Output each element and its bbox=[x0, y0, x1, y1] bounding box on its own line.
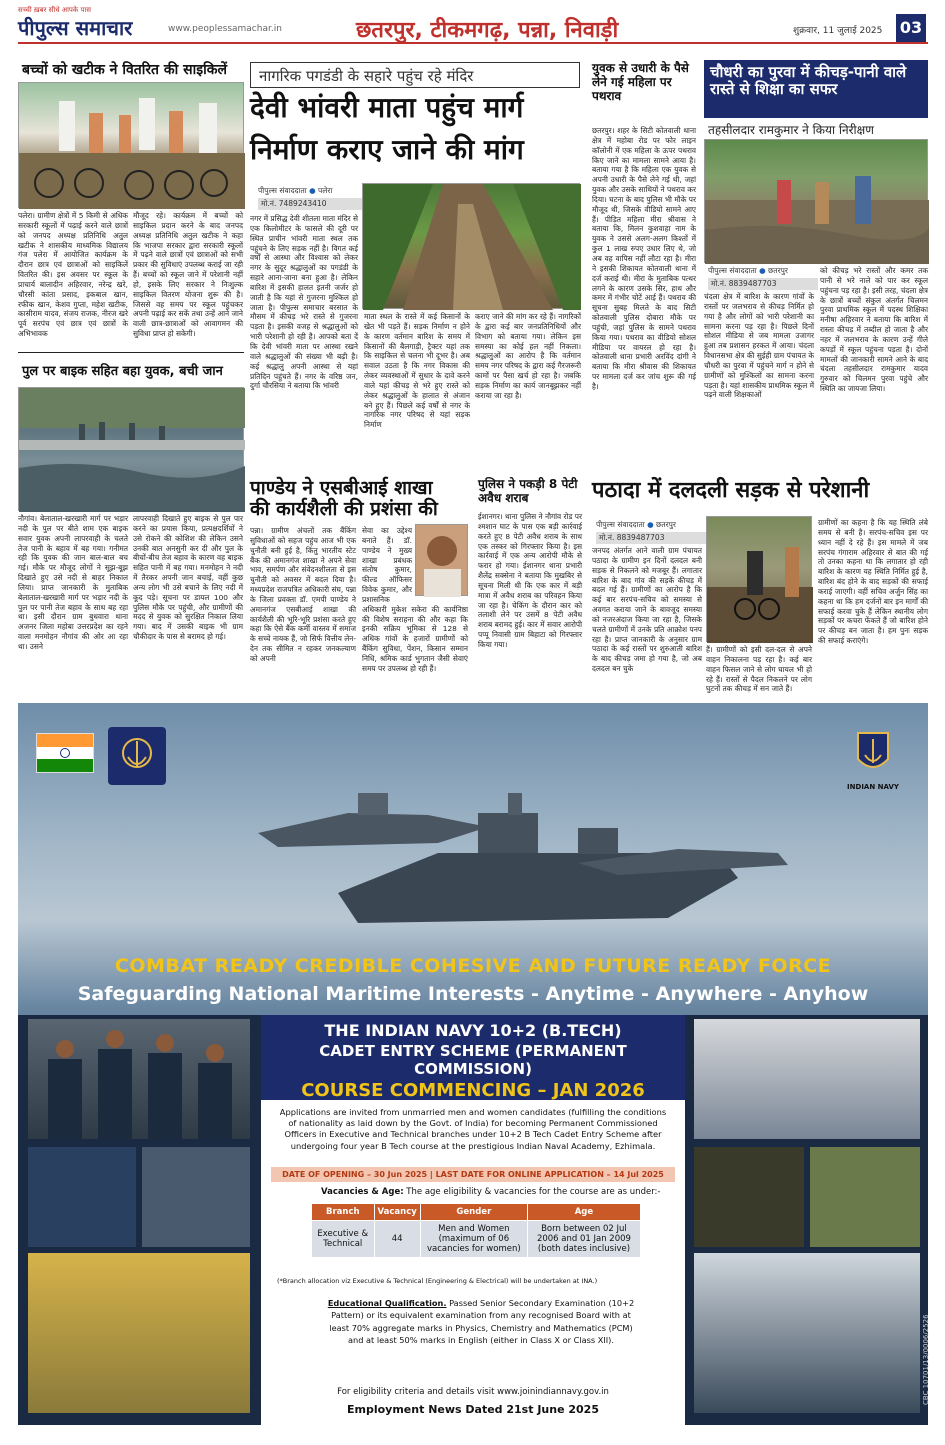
school-headline-box bbox=[704, 60, 928, 118]
loan-body: छतरपुर। शहर के सिटी कोतवाली थाना क्षेत्र में महोबा रोड पर फोर लाइन कॉलोनी में एक महिला के ऊपर पथराव किए जाने का मामला सामने आया है। बताया गया है कि महिला एक युवक से अपनी उधारी के पैसे लेने गई थी, जहां युवक और उसके साथियों ने पथराव कर दिया। घटना के बाद पुलिस भी मौके पर मौजूद थी, जिसके वीडियो सामने आए हैं। पीड़ित महिला मीरा श्रीवास ने बताया कि, मिलन कुशवाहा नाम के युवक ने उससे अलग-अलग किश्तों में कुल 1 लाख रुपए उधार लिए थे, जो अब वह वापिस नहीं लौटा रहा है। मीरा ने इसकी शिकायत कोतवाली थाना में दर्ज कराई थी। मीरा के मुताबिक पत्थर लगने के कारण उसके सिर, हाथ और कमर में गंभीर चोटें आई हैं। पथराव की सूचना सुबह मिलते के बाद सिटी कोतवाली पुलिस दोबारा मौके पर पहुंची, जहां पुलिस के सामने पथराव किया गया। पथराव का वीडियो सोशल मीडिया पर वायरल हो रहा है। कोतवाली थाना प्रभारी अरविंद दांगी ने बताया कि मीरा श्रीवास की शिकायत पर मामला दर्ज कर जांच शुरू की गई है। bbox=[592, 126, 696, 391]
people-with-bicycles-image bbox=[19, 83, 245, 209]
training-photo bbox=[810, 1147, 920, 1247]
vacancies-label: Vacancies & Age: bbox=[321, 1187, 404, 1197]
byline-place: छतरपुर bbox=[768, 266, 788, 275]
byline-name: पीपुल्स संवाददाता bbox=[708, 266, 757, 275]
visit-website[interactable]: For eligibility criteria and details visit www.joinindiannavy.gov.in bbox=[337, 1387, 609, 1397]
temple-kicker-box bbox=[250, 62, 580, 88]
newspaper-logo[interactable] bbox=[18, 6, 133, 41]
lab-photo-1 bbox=[28, 1147, 136, 1247]
temple-path-photo bbox=[362, 183, 580, 309]
indian-navy-advertisement[interactable] bbox=[18, 703, 928, 1425]
notice-intro: Applications are invited from unmarried men and women candidates (fulfilling the conditions of nationality as laid down by the Govt. of India) for becoming Permanent Commissioned Officers in Executive and Technical branches under 10+2 B Tech Cadet Entry Scheme after undergoing four year B Tech course at the prestigious Indian Naval Academy, Ezhimala. bbox=[279, 1107, 667, 1151]
pandey-headline-line1: पाण्डेय ने एसबीआई शाखा bbox=[250, 477, 433, 499]
byline-place: छतरपुर bbox=[656, 520, 676, 529]
portrait-spacer bbox=[412, 526, 468, 600]
cycles-photo bbox=[18, 82, 244, 208]
branch-footnote: (*Branch allocation viz Executive & Technical (Engineering & Electrical) will be undertaken at INA.) bbox=[277, 1277, 598, 1285]
education-text bbox=[321, 1297, 641, 1346]
vacancy-table bbox=[311, 1203, 641, 1258]
swamp-body-col3: ग्रामीणों का कहना है कि यह स्थिति लंबे समय से बनी है। सरपंच-सचिव इस पर ध्यान नहीं दे रहे हैं। इस मामले में जब सरपंच गंगाराम अहिरवार से बात की गई तो उनका कहना था कि लगातार हो रही बारिश के कारण यह स्थिति निर्मित हुई है, बारिश बंद होने के बाद सड़कों की सफाई कराई जाएगी। वहीं सचिव अर्जुन सिंह का कहना था कि हम दर्जनों बार इन मार्गों की सफाई करवा चुके हैं लेकिन स्थानीय लोग सड़कों पर कचरा फेंकते हैं जो बारिश होने पर कीचड़ बन जाता है। हम पुनः सड़क की सफाई कराएंगे। bbox=[818, 518, 928, 646]
notice-title-1: THE INDIAN NAVY 10+2 (B.TECH) bbox=[324, 1021, 622, 1040]
navy-slogan-2: Safeguarding National Maritime Interests - Anytime - Anywhere - Anyhow bbox=[77, 983, 869, 1005]
td-gender: Men and Women (maximum of 06 vacancies for women) bbox=[420, 1221, 527, 1258]
education-body: Passed Senior Secondary Examination (10+2 Pattern) or its equivalent examination from any recognised Board with at least 70% aggregate marks in Physics, Chemistry and Mathematics (PCM) and at least 50% marks in English (either in Class X or Class XII). bbox=[329, 1298, 635, 1345]
cbc-code: CBC 10701/13/0006/2526 bbox=[922, 1314, 930, 1405]
notice-title-3: COURSE COMMENCING – JAN 2026 bbox=[301, 1080, 645, 1101]
td-branch: Executive & Technical bbox=[312, 1221, 375, 1258]
logo-text: पीपुल्स समाचार bbox=[18, 16, 133, 40]
recruitment-notice[interactable] bbox=[261, 1015, 685, 1425]
horse-photo bbox=[694, 1147, 804, 1247]
temple-headline-line1: देवी भांवरी माता पहुंच मार्ग bbox=[250, 91, 524, 124]
employment-news: Employment News Dated 21st June 2025 bbox=[347, 1403, 599, 1416]
vacancies-text: The age eligibility & vacancies for the course are as under:- bbox=[403, 1187, 661, 1197]
temple-mobile: मो.नं. 7489243410 bbox=[258, 198, 368, 210]
temple-headline-line2: निर्माण कराए जाने की मांग bbox=[250, 133, 524, 166]
bridge-headline: पुल पर बाइक सहित बहा युवक, बची जान bbox=[22, 364, 223, 379]
navy-label: INDIAN NAVY bbox=[847, 783, 899, 791]
navy-slogan-1: COMBAT READY CREDIBLE COHESIVE AND FUTURE READY FORCE bbox=[114, 955, 832, 977]
byline-name: पीपुल्स संवाददाता bbox=[596, 520, 645, 529]
swamp-mobile: मो.नं. 8839487703 bbox=[596, 532, 706, 544]
recruitment-banner bbox=[261, 1015, 685, 1100]
school-body-col1: चंदला क्षेत्र में बारिश के कारण गांवों के रास्तों पर जलभराव से कीचड़ निर्मित हो गया है और लोगों को भारी परेशानी का सामना करना पड़ रहा है। पिछले दिनों सोशल मीडिया से जब मामला उजागर हुआ तब प्रशासन हरकत में आया। चंदला विधानसभा क्षेत्र की सुईही ग्राम पंचायत के चौधरी का पुरवा में पहुंचने मार्ग न होने से ग्रामीणों को मुश्किलों का सामना करना पड़ता है। यहां शासकीय प्राथमिक स्कूल में पढ़ने वाली शिक्षकाओं bbox=[704, 292, 814, 400]
pandey-body-col2-text: सेवा का उद्देश्य बनाते हैं। डॉ. पाण्डेय ने मुख्य शाखा प्रबंधक संतोष कुमार, फील्ड ऑफिसर विवेक कुमार, और प्रशासनिक अधिकारी मुकेश सकेरा की कार्यनिष्ठा की विशेष सराहना की और कहा कि इनकी सक्रिय भूमिका से 128 से अधिक गांवों के हजारों ग्रामीणों को बैंकिंग सुविधा, पेंशन, किसान सम्मान निधि, श्रमिक कार्ड भुगतान जैसी सेवाएं समय पर उपलब्ध हो रही हैं। bbox=[362, 526, 468, 673]
logo-tagline: सच्ची ख़बर सीधे आपके पास bbox=[18, 6, 91, 14]
byline-place: पलेरा bbox=[318, 186, 333, 195]
liquor-body: ईशानगर। थाना पुलिस ने नौगांव रोड पर श्मशान घाट के पास एक बड़ी कार्रवाई करते हुए 8 पेटी अवैध शराब के साथ एक तस्कर को गिरफ्तार किया है। इस कार्रवाई में एक अन्य आरोपी मौके से फरार हो गया। ईशानगर थाना प्रभारी शैलेंद्र सक्सेना ने बताया कि मुखबिर से सूचना मिली थी कि एक कार में बड़ी मात्रा में अवैध शराब का परिवहन किया जा रहा है। चेकिंग के दौरान कार को तलाशी लेने पर उसमें 8 पेटी अवैध शराब बरामद हुई। कार में सवार आरोपी पप्पू निवासी ग्राम बिहाटा को गिरफ्तार किया गया। bbox=[478, 512, 582, 649]
dot-icon: ● bbox=[647, 520, 654, 529]
th-vacancy: Vacancy bbox=[374, 1204, 420, 1221]
officers-photo bbox=[28, 1019, 250, 1139]
th-gender: Gender bbox=[420, 1204, 527, 1221]
waterlogged-road-image bbox=[705, 140, 929, 264]
td-age: Born between 02 Jul 2006 and 01 Jan 2009 (both dates inclusive) bbox=[527, 1221, 640, 1258]
education-label: Educational Qualification. bbox=[327, 1298, 447, 1308]
issue-date: शुक्रवार, 11 जुलाई 2025 bbox=[793, 26, 883, 36]
school-mobile: मो.नं. 8839487703 bbox=[708, 278, 818, 290]
warships-image bbox=[18, 703, 928, 953]
th-age: Age bbox=[527, 1204, 640, 1221]
lab-photo-2 bbox=[142, 1147, 250, 1247]
cadets-photo bbox=[694, 1019, 920, 1139]
website-url[interactable]: www.peoplessamachar.in bbox=[168, 24, 282, 34]
vacancies-line bbox=[321, 1187, 681, 1197]
bridge-body-col1: नौगांव। बेलाताल-खरखारी मार्ग पर भड़ार नदी के पुल पर बीते शाम एक बाइक सवार युवक अपनी लापरवाही के चलते तेज पानी के बहाव में बह गया। गनीमत रही कि युवक की जान बाल-बाल बच गई। मौके पर मौजूद लोगों ने सूझ-बूझ दिखाते हुए उसे नदी से बाहर निकाल लिया। प्राप्त जानकारी के मुताबिक बेलाताल-खरखारी मार्ग पर भड़ार नदी के पुल पर पानी तेज बहाव के साथ बह रहा था। इसी दौरान ग्राम बुधवारा थाना अजनर जिला महोबा उत्तरप्रदेश का रहने वाला मनमोहन नौगांव की ओर आ रहा था। उसने bbox=[18, 514, 128, 651]
swamp-headline: पठादा में दलदली सड़क से परेशानी bbox=[592, 478, 870, 503]
notice-title-2: CADET ENTRY SCHEME (PERMANENT COMMISSION) bbox=[319, 1042, 627, 1078]
temple-kicker: नागरिक पगडंडी के सहारे पहुंच रहे मंदिर bbox=[259, 67, 474, 85]
helicopter-photo bbox=[28, 1253, 250, 1413]
bridge-control-photo bbox=[694, 1253, 920, 1413]
bridge-photo bbox=[18, 387, 244, 511]
pandey-headline-line2: की कार्यशैली की प्रशंसा की bbox=[250, 498, 438, 520]
page-number: 03 bbox=[896, 14, 926, 42]
divider bbox=[18, 352, 244, 353]
temple-body-col1: नगर में प्रसिद्ध देवी शीतला माता मंदिर से एक किलोमीटर के फासले की दूरी पर स्थित प्राचीन भांवरी माता स्थल तक पहुंचने के लिए सड़क नहीं है। विगत कई वर्षों से आस्था और विश्वास को लेकर नगर के सुदूर श्रद्धालुओं का पगडंडी के सहारे आना-जाना बना हुआ है। लेकिन बारिश में इसकी हालत इतनी जर्जर हो जाती है कि यहां से गुजरना मुश्किल हो जाता है। पीपुल्स समाचार बरसात के मौसम में कीचड़ भरे रास्ते से गुजरना पड़ता है। इसकी वजह से श्रद्धालुओं को भारी परेशानी हो रही है। आपको बता दें कि देवी भांवरी माता पर आस्था रखने वाले श्रद्धालुओं की संख्या भी बढ़ी है। कई श्रद्धालु अपनी आस्था से यहां प्रतिदिन पहुंचते हैं। नगर के वरिष्ठ जन, दुर्गा चौरसिया ने बताया कि भांवरी bbox=[250, 214, 358, 391]
cycles-body-col1: पलेरा। ग्रामीण क्षेत्रों में 5 किमी से अधिक सरकारी स्कूलों में पढ़ाई करने वाले छात्रों को जनपद अध्यक्ष प्रतिनिधि अतुल खटीक ने शासकीय माध्यमिक विद्यालय गंज पलेरा में आयोजित कार्यक्रम के दौरान छात्र एवं छात्राओं को साइकिलें वितरित की। इस अवसर पर स्कूल के प्राचार्य बालादीन अहिरवार, नरेन्द्र खरे, चौरसी कांता प्रसाद, इकबाल खान, रफीक खान, केशव गुप्ता, महेश खटीक, कासीराम यादव, संजय राजक, नीरज खरे पूर्व सरपंच एवं छात्र एवं छात्रों के अभिभावक bbox=[18, 211, 128, 339]
bridge-body-col2: लापरवाही दिखाते हुए बाइक से पुल पार करने का प्रयास किया, प्रत्यक्षदर्शियों ने उसे रोकने की कोशिश की लेकिन उसने उनकी बात अनसुनी कर दी और पुल के बीचों-बीच तेज बहाव के कारण वह बाइक सहित पानी में बह गया। मनमोहन ने नदी में तैरकर अपनी जान बचाई, वहीं कुछ अन्य लोग भी उसे बचाने के लिए नदी में कूद पड़े। सूचना पर डायल 100 और पुलिस मौके पर पहुंची, और ग्रामीणों की मदद से युवक को सुरक्षित निकाल लिया गया। बाद में उसकी बाइक भी ग्राम चौकीदार के पास से बरामद हो गई। bbox=[133, 514, 243, 642]
byline-name: पीपुल्स संवाददाता bbox=[258, 186, 307, 195]
muddy-road-bike-image bbox=[707, 517, 813, 643]
pandey-body-col2 bbox=[362, 526, 468, 692]
school-photo bbox=[704, 139, 928, 263]
swamp-photo bbox=[706, 516, 812, 642]
temple-body-col3: कराए जाने की मांग कर रहे हैं। नागरिकों के द्वारा कई बार जनप्रतिनिधियों और विभाग को बताया गया। लेकिन इस समस्या का कोई हल नहीं निकला। श्रद्धालुओं का आरोप है कि वर्तमान समय नगर परिषद के द्वारा कई गैरजरूरी कामों पर पैसा खर्च हो रहा है। जबकि सड़क निर्माण का कार्य जानबूझकर नहीं कराया जा रहा है। bbox=[475, 312, 581, 400]
notice-dates: DATE OF OPENING – 30 Jun 2025 | LAST DATE FOR ONLINE APPLICATION – 14 Jul 2025 bbox=[271, 1167, 675, 1182]
th-branch: Branch bbox=[312, 1204, 375, 1221]
school-kicker: तहसीलदार रामकुमार ने किया निरीक्षण bbox=[708, 123, 874, 137]
masthead bbox=[18, 6, 928, 44]
cycles-headline: बच्चों को खटीक ने वितरित की साइकिलें bbox=[22, 62, 227, 78]
school-byline bbox=[708, 266, 818, 276]
swamp-body-col1: जनपद अंतर्गत आने वाली ग्राम पंचायत पठादा के ग्रामीण इन दिनों दलदल बनी सड़क से निकलने को मजबूर हैं। लगातार बारिश के बाद गांव की सड़कें कीचड़ में बदल गई हैं। ग्रामीणों का आरोप है कि कई बार सरपंच-सचिव को समस्या से अवगत कराया जाने के बावजूद समस्या को नजरअंदाज किया जा रहा है, जिसके चलते ग्रामीणों में उनके प्रति आक्रोश पनप रहा है। प्राप्त जानकारी के अनुसार ग्राम पठादा के कई रास्तों पर शुरुआती बारिश के बाद कीचड़ जमा हो गया है, जो अब दलदल बन चुके bbox=[592, 546, 702, 674]
dot-icon: ● bbox=[759, 266, 766, 275]
muddy-path-image bbox=[363, 184, 581, 310]
temple-body-col2: माता स्थल के रास्ते में कई किसानों के खेत भी पड़ते हैं। सड़क निर्माण न होने के कारण वर्तमान बारिश के समय में किसानों की बैलगाड़ी, ट्रैक्टर यहां तक कि साइकिल से चलना भी दूभर है। अब सवाल उठता है कि नगर विकास की लेकर व्यवस्थाओं में सुधार के दावे करने वाले यहां कीचड़ से भरे हुए रास्ते को लेकर श्रद्धालुओं के हालात से अंजान बने हुए हैं। पिछले कई वर्षों से नगर के नागरिक नगर परिषद से यहां सड़क निर्माण bbox=[364, 312, 470, 430]
td-vacancy: 44 bbox=[374, 1221, 420, 1258]
region-title: छतरपुर, टीकमगढ़, पन्ना, निवाड़ी bbox=[356, 18, 619, 43]
temple-byline bbox=[258, 186, 368, 196]
pandey-body-col1: पन्ना। ग्रामीण अंचलों तक बैंकिंग सुविधाओं को सहज पहुंच आज भी एक चुनौती बनी हुई है, किंतु भारतीय स्टेट बैंक की अमानगंज शाखा ने अपने सेवा भाव, समर्पण और संवेदनशीलता से इस चुनौती को अवसर में बदल दिया है। मध्यप्रदेश राजपत्रित अधिकारी संघ, पन्ना के जिला प्रवक्ता डॉ. एमपी पाण्डेय ने अमानगंज एसबीआई शाखा की कार्यशैली की भूरि-भूरि प्रशंसा करते हुए कहा कि ऐसे बैंक कर्मी वास्तव में समाज के सच्चे नायक हैं, जो सिर्फ वित्तीय लेन-देन तक सीमित न रहकर जनकल्याण को अपनी bbox=[250, 526, 356, 663]
school-body-col2: को कीचड़ भरे रास्तों और कमर तक पानी से भरे नाले को पार कर स्कूल पहुंचना पड़ रहा है। इसी तरह, चंदला क्षेत्र के छात्रों बच्चों संकुल अंतर्गत चिलमन पुरवा प्राथमिक स्कूल में पदस्थ शिक्षिका मनीषा अहिरवार ने बताया कि बारिश में रास्ता कीचड़ में तब्दील हो जाता है और नहर में जलभराव के कारण उन्हें गीले कपड़ों में स्कूल पहुंचना पड़ता है। दोनों मामलों की जानकारी सामने आने के बाद चंदला तहसीलदार रामकुमार यादव गुरुवार को चिलमन पुरवा पहुंचे और स्थिति का जायजा लिया। bbox=[820, 266, 928, 394]
flooded-bridge-image bbox=[19, 388, 245, 512]
swamp-body-col2: हैं। ग्रामीणों को इसी दल-दल से अपने वाहन निकालना पड़ रहा है। कई बार वाहन फिसल जाने से लोग घायल भी हो रहे हैं। रास्तों से पैदल निकलने पर लोग घुटनों तक कीचड़ में सन जाते हैं। bbox=[706, 645, 812, 694]
school-headline: चौधरी का पुरवा में कीचड़-पानी वाले रास्ते से शिक्षा का सफर bbox=[710, 63, 907, 99]
loan-headline: युवक से उधारी के पैसे लेने गई महिला पर पथराव bbox=[592, 61, 689, 103]
swamp-byline bbox=[596, 520, 706, 530]
dot-icon: ● bbox=[309, 186, 316, 195]
liquor-headline: पुलिस ने पकड़ी 8 पेटी अवैध शराब bbox=[478, 477, 578, 505]
cycles-body-col2: मौजूद रहे। कार्यक्रम में बच्चों को साइकिल प्रदान करने के बाद जनपद अध्यक्ष प्रतिनिधि अतुल खटीक ने कहा कि भाजपा सरकार द्वारा सरकारी स्कूलों में पढ़ने वाले छात्रों एवं छात्राओं को सभी प्रकार की सुविधाएं उपलब्ध कराई जा रही हैं। बच्चों को स्कूल जाने में परेशानी नहीं हो, इसके लिए सरकार ने निःशुल्क साइकिल वितरण योजना शुरू की है। जिससे वह समय पर स्कूल पहुंचकर अपनी पढ़ाई कर सकें तथा उन्हें आने जाने वाली छात्र-छात्राओं को आवागमन की सुविधा प्राप्त हो सकेगी। bbox=[133, 211, 243, 339]
